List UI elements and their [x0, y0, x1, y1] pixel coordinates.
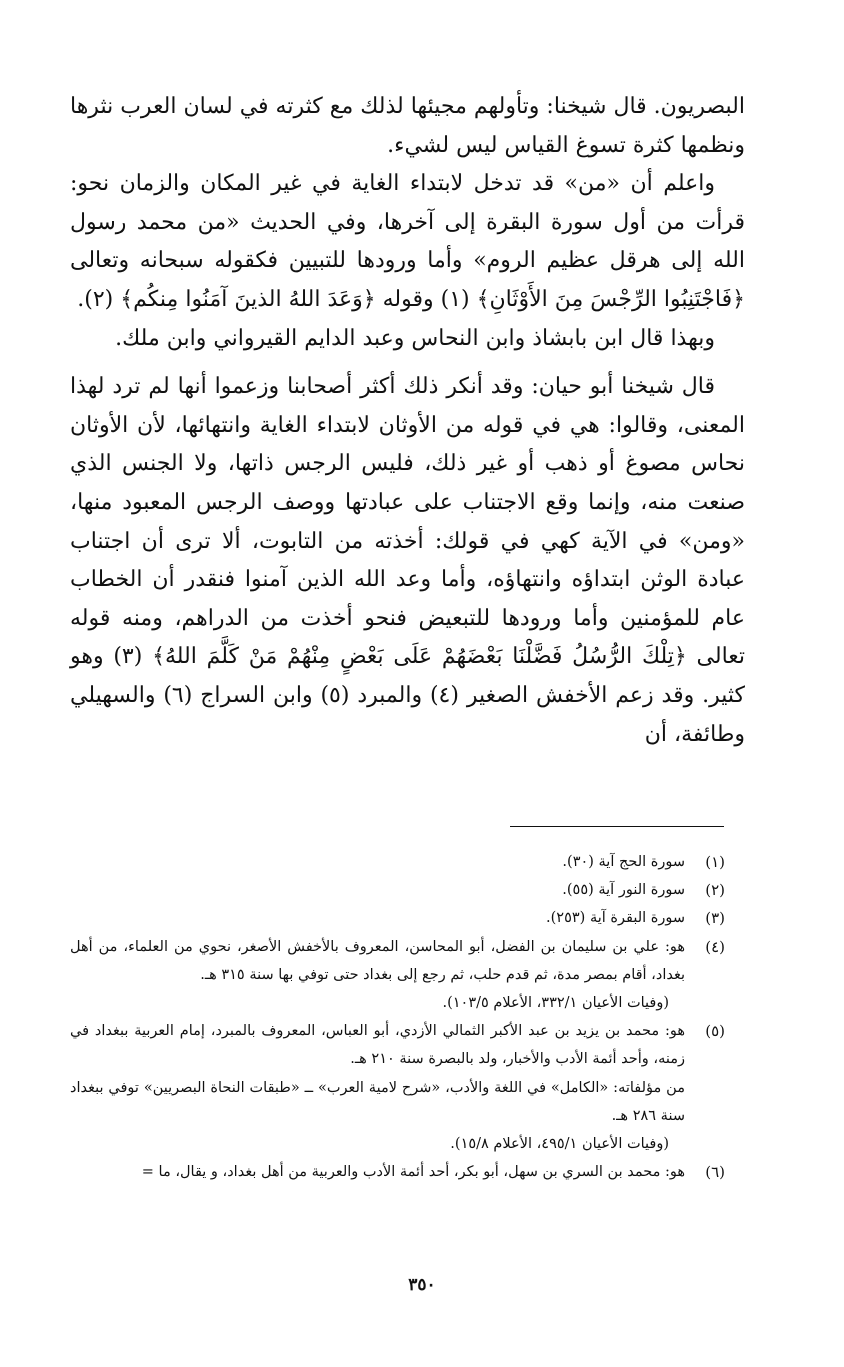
paragraph: البصريون. قال شيخنا: وتأولهم مجيئها لذلك مع كثرته في لسان العرب نثرها ونظمها كثرة تسوغ القياس ليس لشيء.: [70, 94, 745, 158]
body-text: [70, 88, 745, 754]
footnote-text: سورة الحج آية (٣٠).: [562, 854, 685, 870]
footnote-number: (١): [705, 853, 725, 871]
footnote-text: هو: محمد بن السري بن سهل، أبو بكر، أحد أئمة الأدب والعربية من أهل بغداد، و يقال، ما =: [141, 1164, 685, 1181]
footnote: [70, 876, 725, 904]
footnote: [70, 933, 725, 1018]
footnote-number: (٣): [705, 909, 725, 928]
footnote-text: هو: محمد بن يزيد بن عبد الأكبر الثمالي الأزدي، أبو العباس، المعروف بالمبرد، إمام العربية ببغداد في زمنه، وأحد أئمة الأدب والأخبار، ولد بالبصرة سنة ٢١٠ هـ.: [70, 1023, 685, 1068]
footnote-number: (٢): [705, 881, 725, 900]
footnote: [70, 904, 725, 932]
footnotes: [70, 848, 725, 1186]
paragraph: واعلم أن «من» قد تدخل لابتداء الغاية في غير المكان والزمان نحو: قرأت من أول سورة البقرة إلى آخرها، وفي الحديث «من محمد رسول الله إلى هرقل عظيم الروم» وأما ورودها للتبيين فكقوله سبحانه وتعالى ﴿فَاجْتَنِبُوا الرِّجْسَ مِنَ الأَوْثَانِ﴾ (١) وقوله ﴿وَعَدَ اللهُ الذينَ آمَنُوا مِنكُم﴾ (٢).: [70, 171, 745, 312]
footnote: [70, 1017, 725, 1158]
footnote-citation: (وفيات الأعيان ٣٣٢/١، الأعلام ١٠٣/٥).: [442, 995, 669, 1012]
page-number: ٣٥٠: [408, 1275, 436, 1295]
footnote-text: من مؤلفاته: «الكامل» في اللغة والأدب، «شرح لامية العرب» ــ «طبقات النحاة البصريين» توفي ببغداد سنة ٢٨٦ هـ.: [70, 1079, 685, 1124]
footnote-text: هو: علي بن سليمان بن الفضل، أبو المحاسن، المعروف بالأخفش الأصغر، نحوي من العلماء، من أهل بغداد، أقام بمصر مدة، ثم قدم حلب، ثم رجع إلى بغداد حتى توفي بها سنة ٣١٥ هـ.: [70, 938, 685, 983]
footnote-number: (٤): [705, 937, 725, 956]
footnote-text: سورة البقرة آية (٢٥٣).: [546, 910, 685, 927]
footnote: [70, 1158, 725, 1186]
footnote-number: (٦): [705, 1163, 725, 1182]
footnote-separator: [510, 826, 724, 827]
main-text: [70, 88, 745, 754]
paragraph: قال شيخنا أبو حيان: وقد أنكر ذلك أكثر أصحابنا وزعموا أنها لم ترد لهذا المعنى، وقالوا: هي في قوله من الأوثان لابتداء الغاية وانتهائها، لأن الأوثان نحاس مصوغ أو ذهب أو غير ذلك، فليس الرجس ذاتها، ولا الجنس الذي صنعت منه، وإنما وقع الاجتناب على عبادتها ووصف الرجس المعبود منها، «ومن» في الآية كهي في قولك: أخذته من التابوت، ألا ترى أن اجتناب عبادة الوثن ابتداؤه وانتهاؤه، وأما وعد الله الذين آمنوا فنقدر أن الخطاب عام للمؤمنين وأما ورودها للتبعيض فنحو أخذت من الدراهم، ومنه قوله تعالى ﴿تِلْكَ الرُّسُلُ فَضَّلْنَا بَعْضَهُمْ عَلَى بَعْضٍ مِنْهُمْ مَنْ كَلَّمَ اللهُ﴾ (٣) وهو كثير. وقد زعم الأخفش الصغير (٤) والمبرد (٥) وابن السراج (٦) والسهيلي وطائفة، أن: [70, 374, 746, 747]
footnote-text: سورة النور آية (٥٥).: [562, 882, 685, 899]
footnote-number: (٥): [705, 1022, 725, 1041]
footnote: [70, 848, 725, 876]
paragraph: وبهذا قال ابن بابشاذ وابن النحاس وعبد الدايم القيرواني وابن ملك.: [115, 325, 715, 351]
footnote-citation: (وفيات الأعيان ٤٩٥/١، الأعلام ١٥/٨).: [450, 1136, 669, 1153]
